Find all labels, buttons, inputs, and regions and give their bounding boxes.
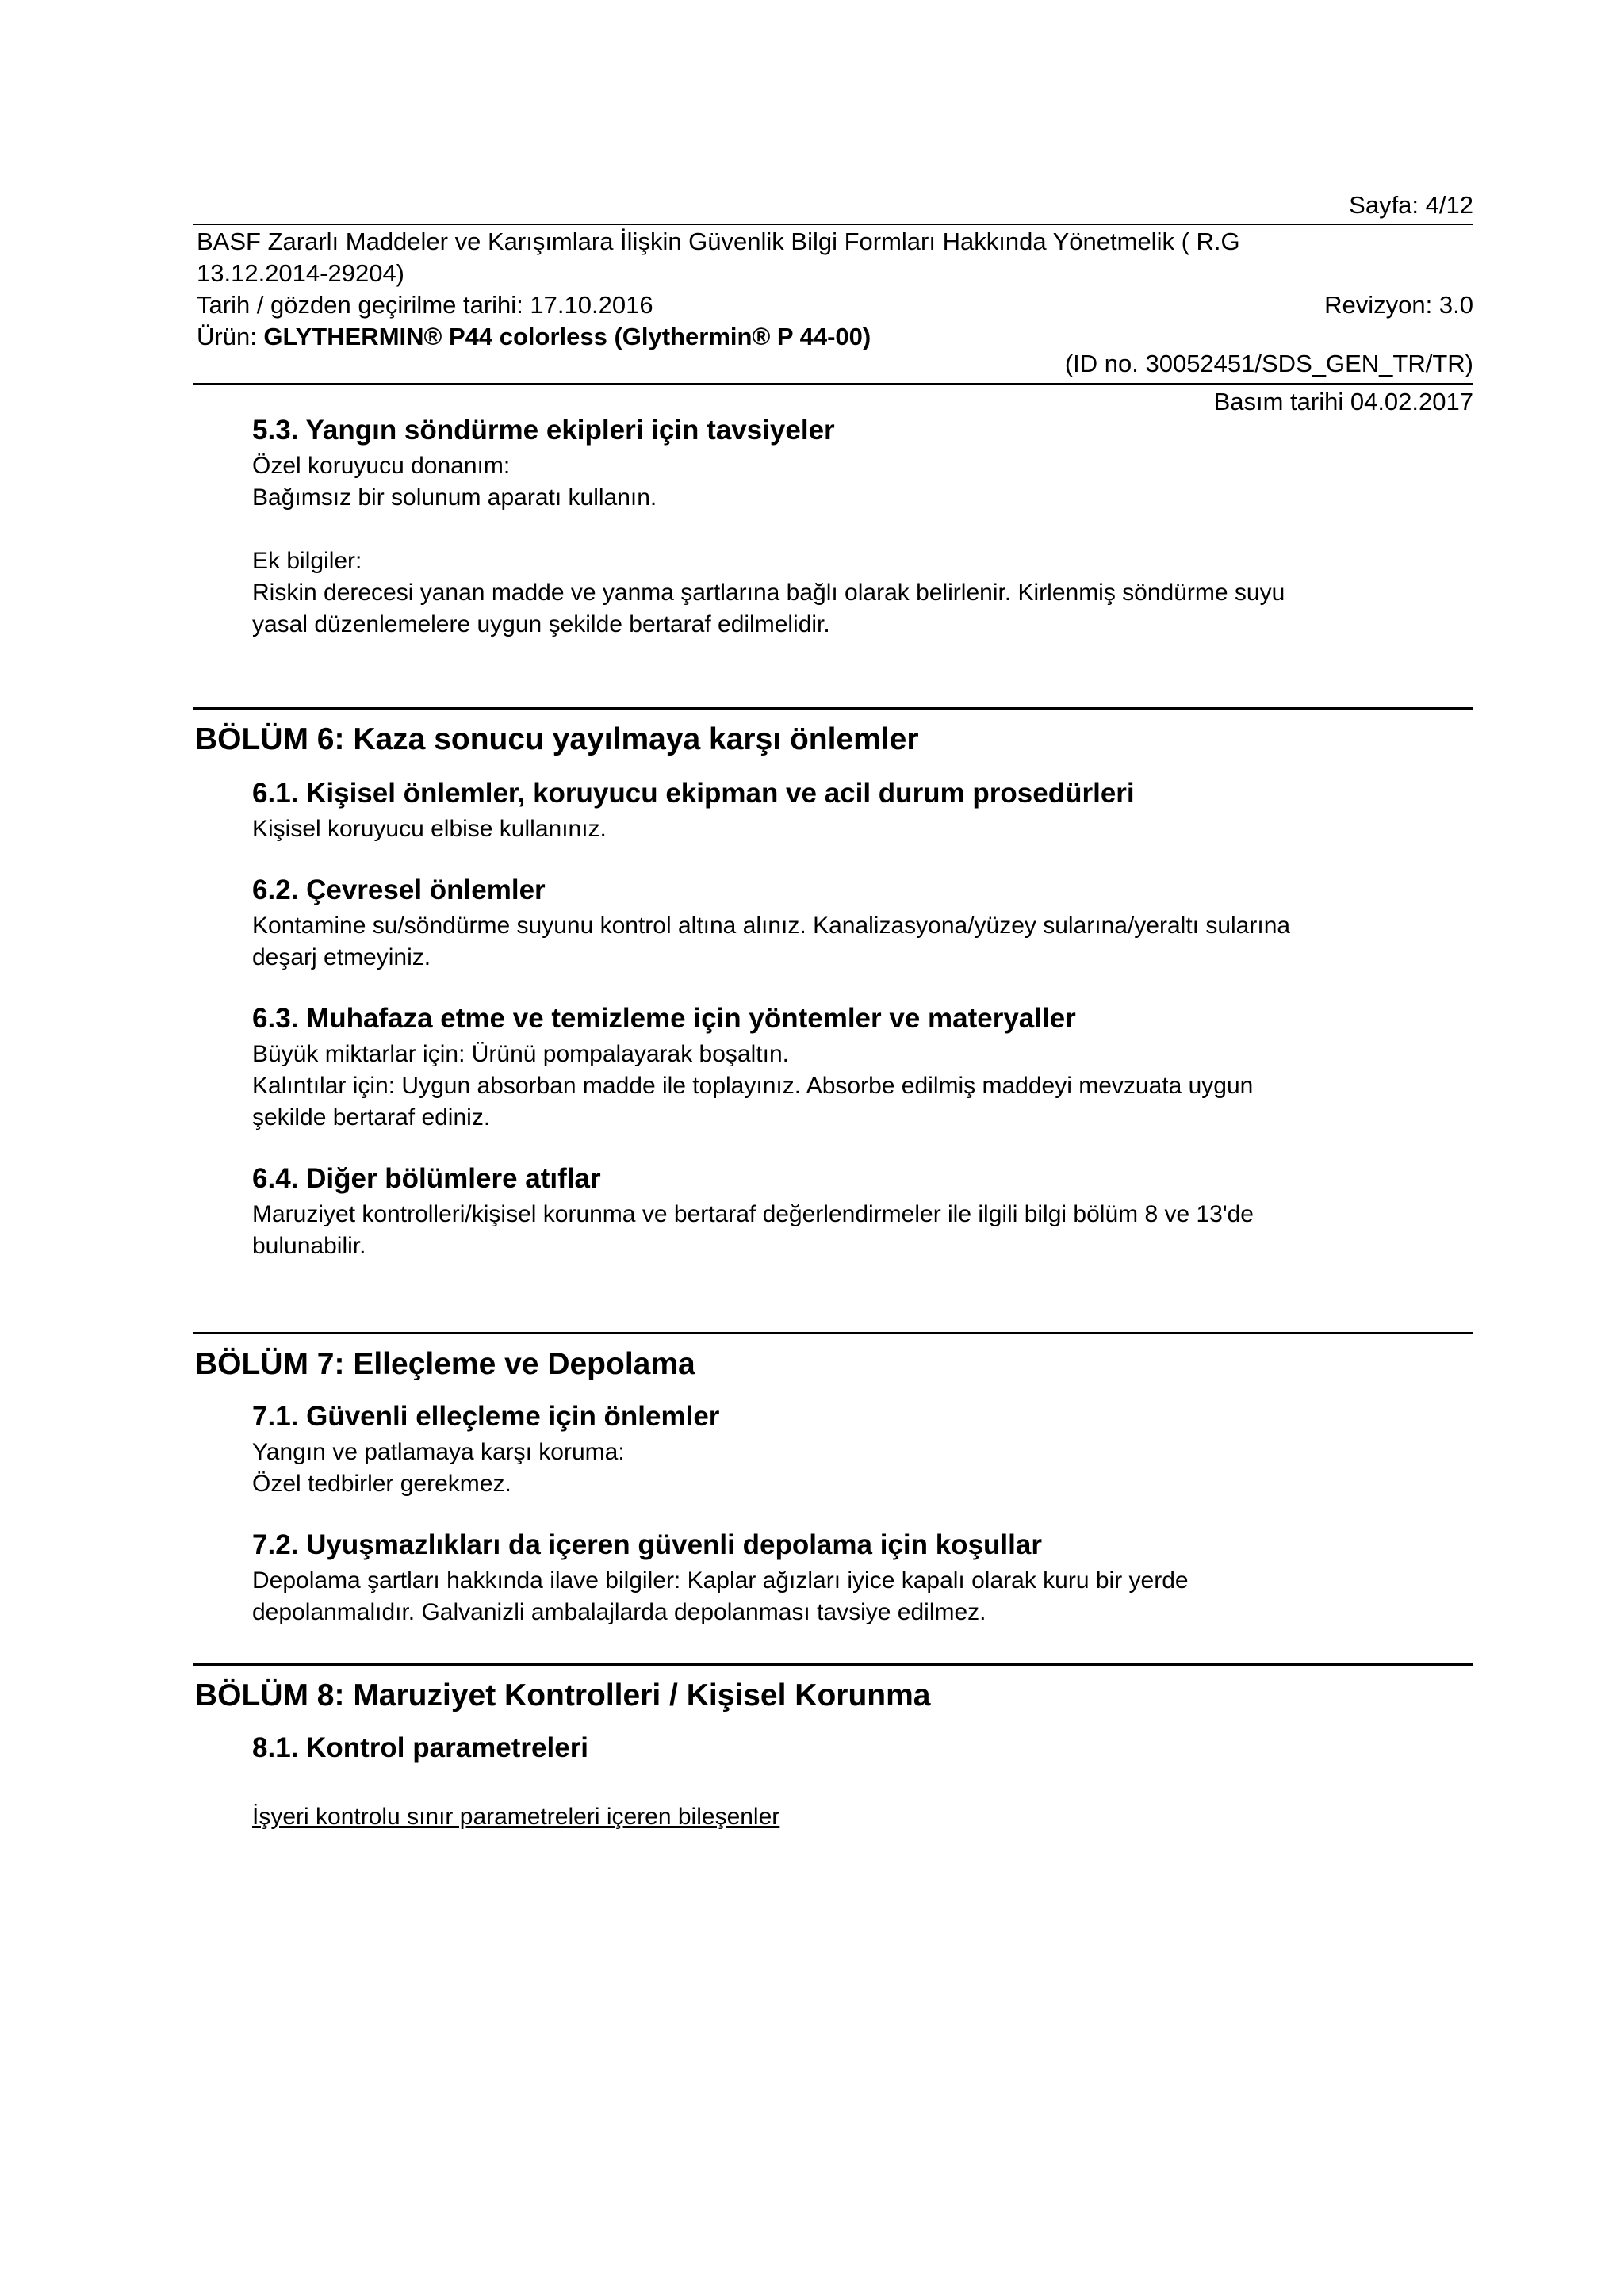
s53-line-2: Bağımsız bir solunum aparatı kullanın.: [252, 484, 657, 511]
section-8-rule: [193, 1663, 1473, 1666]
header-bottom-rule: [193, 383, 1473, 385]
section-6-1-title: 6.1. Kişisel önlemler, koruyucu ekipman ve acil durum prosedürleri: [252, 778, 1135, 809]
section-7-1-title: 7.1. Güvenli elleçleme için önlemler: [252, 1401, 720, 1432]
s63-line-1: Büyük miktarlar için: Ürünü pompalayarak boşaltın.: [252, 1041, 789, 1067]
s53-extra-line-2: yasal düzenlemelere uygun şekilde bertaraf edilmelidir.: [252, 611, 830, 637]
s62-line-1: Kontamine su/söndürme suyunu kontrol altına alınız. Kanalizasyona/yüzey sularına/yeraltı sularına: [252, 913, 1291, 939]
print-date: Basım tarihi 04.02.2017: [1213, 388, 1473, 415]
s72-line-2: depolanmalıdır. Galvanizli ambalajlarda depolanması tavsiye edilmez.: [252, 1599, 986, 1625]
s64-line-1: Maruziyet kontrolleri/kişisel korunma ve bertaraf değerlendirmeler ile ilgili bilgi bölüm 8 ve 13'de: [252, 1201, 1254, 1227]
s62-line-2: deşarj etmeyiniz.: [252, 944, 431, 970]
s61-text: Kişisel koruyucu elbise kullanınız.: [252, 816, 607, 842]
section-7-2-title: 7.2. Uyuşmazlıkları da içeren güvenli depolama için koşullar: [252, 1529, 1042, 1560]
s53-extra-label: Ek bilgiler:: [252, 548, 362, 574]
s71-line-2: Özel tedbirler gerekmez.: [252, 1471, 511, 1497]
product-name: GLYTHERMIN® P44 colorless (Glythermin® P 44-00): [263, 323, 871, 350]
section-6-rule: [193, 707, 1473, 710]
revision-date: Tarih / gözden geçirilme tarihi: 17.10.2016: [197, 291, 653, 319]
regulation-line-2: 13.12.2014-29204): [197, 259, 405, 287]
section-7-rule: [193, 1332, 1473, 1334]
page-number: Sayfa: 4/12: [1349, 191, 1473, 219]
s64-line-2: bulunabilir.: [252, 1233, 366, 1259]
section-6-3-title: 6.3. Muhafaza etme ve temizleme için yöntemler ve materyaller: [252, 1003, 1076, 1034]
regulation-line-1: BASF Zararlı Maddeler ve Karışımlara İlişkin Güvenlik Bilgi Formları Hakkında Yönetmelik ( R.G: [197, 228, 1240, 255]
section-7-title: BÖLÜM 7: Elleçleme ve Depolama: [195, 1347, 695, 1381]
product-label: Ürün:: [197, 323, 264, 350]
s72-line-1: Depolama şartları hakkında ilave bilgiler: Kaplar ağızları iyice kapalı olarak kuru bir yerde: [252, 1567, 1189, 1594]
section-6-title: BÖLÜM 6: Kaza sonucu yayılmaya karşı önlemler: [195, 722, 919, 756]
product-line: [197, 322, 871, 351]
workplace-limit-components-heading: İşyeri kontrolu sınır parametreleri içeren bileşenler: [252, 1804, 780, 1830]
s63-line-3: şekilde bertaraf ediniz.: [252, 1104, 491, 1131]
s53-extra-line-1: Riskin derecesi yanan madde ve yanma şartlarına bağlı olarak belirlenir. Kirlenmiş söndürme suyu: [252, 580, 1285, 606]
section-8-1-title: 8.1. Kontrol parametreleri: [252, 1732, 589, 1763]
section-8-title: BÖLÜM 8: Maruziyet Kontrolleri / Kişisel Korunma: [195, 1678, 931, 1712]
section-6-2-title: 6.2. Çevresel önlemler: [252, 874, 546, 905]
section-6-4-title: 6.4. Diğer bölümlere atıflar: [252, 1163, 601, 1194]
s53-line-1: Özel koruyucu donanım:: [252, 453, 511, 479]
section-5-3-title: 5.3. Yangın söndürme ekipleri için tavsiyeler: [252, 415, 835, 446]
revision-number: Revizyon: 3.0: [1324, 291, 1473, 319]
s71-line-1: Yangın ve patlamaya karşı koruma:: [252, 1439, 625, 1465]
s63-line-2: Kalıntılar için: Uygun absorban madde ile toplayınız. Absorbe edilmiş maddeyi mevzuata uygun: [252, 1073, 1254, 1099]
header-top-rule: [193, 224, 1473, 225]
id-number: (ID no. 30052451/SDS_GEN_TR/TR): [1064, 350, 1473, 377]
